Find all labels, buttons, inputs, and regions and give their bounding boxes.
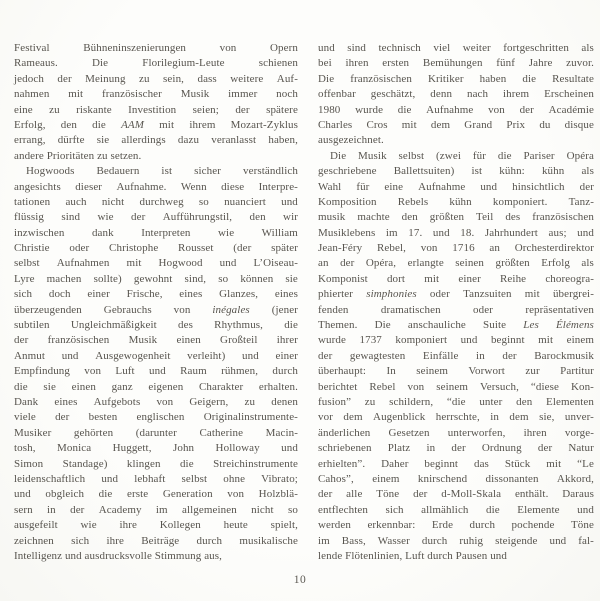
text-line: Empfindung von Luft und Raum rühmen, durch (14, 365, 298, 378)
text-line: zeichnen sich ihre Beiträge durch musikalische (14, 534, 298, 547)
text-line: eine zu riskante Investition seien; der spätere (14, 103, 298, 116)
text-line: sern in der Academy im allgemeinen nicht so (14, 503, 298, 516)
text-line: flüssig sind wie der Aufführungstil, den wir (14, 211, 298, 224)
text-line: inzwischen dank Interpreten wie William (14, 226, 298, 239)
text-line: Intelligenz und ausdrucksvolle Stimmung aus, (14, 549, 223, 562)
text-line: 1980 wurde die Aufnahme von der Académie (318, 103, 594, 116)
text-line: ausgezeichnet. (318, 134, 384, 147)
text-line: der alle Töne der d-Moll-Skala enthält. Daraus (318, 488, 594, 501)
text-line: Hogwoods Bedauern ist sicher verständlich (26, 165, 298, 178)
text-line: tationen auch nicht durchweg so nuanciert und (14, 195, 298, 208)
text-line: fenden dramatischen oder repräsentativen (318, 303, 594, 316)
text-line: nahmen mit französischer Musik immer noch (14, 88, 298, 101)
text-line: errang, dürfte sie allerdings dazu veranlasst haben, (14, 134, 298, 147)
text-line: änderlichen Gesetzen unterworfen, ihren vorge- (318, 426, 594, 439)
text-line: subtilen Ungleichmäßigkeit des Rhythmus, die (14, 319, 298, 332)
text-line: Lyre machen sollte) gewohnt sind, so können sie (14, 272, 298, 285)
text-line: sich doch einer Frische, eines Glanzes, eines (14, 288, 298, 301)
text-line: Christie oder Christophe Rousset (der später (14, 242, 298, 255)
text-line: viele der besten englischen Originalinstrumente- (14, 411, 298, 424)
text-line: die sie einen ganz eigenen Charakter erhalten. (14, 380, 298, 393)
text-line: ausgefeilt wie ihre Kollegen heute spielt, (14, 519, 298, 532)
text-line: Themen. Die anschauliche Suite Les Élémens (318, 319, 594, 332)
text-line: und sind technisch viel weiter fortgeschritten als (318, 42, 594, 54)
text-line: angesichts dieser Aufnahme. Wenn diese Interpre- (14, 180, 298, 193)
text-line: leidenschaftlich und lebhaft selbst ohne Vibrato; (14, 472, 298, 485)
text-line: Wahl für eine Aufnahme und hinsichtlich der (318, 180, 594, 193)
text-line: Die französischen Kritiker haben die Resultate (318, 72, 594, 85)
text-line: fusion” zu schildern, “die unter den Elementen (318, 395, 594, 408)
text-line: entflechten sich allmählich die Elemente und (318, 503, 594, 516)
text-line: andere Prioritäten zu setzen. (14, 149, 142, 162)
text-line: Die Musik selbst (zwei für die Pariser Opéra (330, 149, 594, 162)
text-line: Musiklebens im 17. und 18. Jahrhundert aus; und (318, 226, 594, 239)
left-column (14, 42, 298, 565)
text-line: lende Flötenlinien, Luft durch Pausen und (318, 549, 507, 562)
text-line: an der Opéra, erlangte seinen größten Erfolg als (318, 257, 594, 270)
text-line: Simon Standage) klingen die Streichinstrumente (14, 457, 298, 470)
text-line: wurde 1737 komponiert und beginnt mit einem (318, 334, 594, 347)
text-line: im Bass, Wasser durch ruhig steigende und fal- (318, 534, 594, 547)
text-line: Musiker gehörten (darunter Catherine Macin- (14, 426, 298, 439)
text-line: phierter simphonies oder Tanzsuiten mit übergrei- (318, 288, 594, 301)
text-line: Komposition Rebels kühn komponiert. Tanz- (318, 195, 594, 208)
text-line: berichtet Rebel von seinem Versuch, “diese Kon- (318, 380, 594, 393)
page-number: 10 (293, 574, 307, 586)
text-line: Jean-Féry Rebel, von 1716 an Orchesterdirektor (318, 242, 594, 255)
text-line: vor dem Augenblick herrschte, in dem sie, unver- (318, 411, 594, 424)
text-line: jedoch der Meinung zu sein, dass weitere Auf- (14, 72, 298, 85)
text-line: geschriebene Ballettsuiten) ist kühn: kühn als (318, 165, 594, 178)
text-line: schriebenen Platz in der Ordnung der Natur (318, 442, 594, 455)
text-line: Charles Cros mit dem Grand Prix du disque (318, 118, 594, 131)
text-line: tosh, Monica Huggett, John Holloway und (14, 442, 298, 455)
right-column (318, 42, 594, 565)
text-line: Cahos”, einem knirschend dissonanten Akkord, (318, 472, 594, 485)
text-line: der französischen Musik einen Großteil ihrer (14, 334, 298, 347)
text-line: offenbar geschätzt, denn nach ihrem Erscheinen (318, 88, 594, 101)
text-line: erhielten”. Daher beginnt das Stück mit “Le (318, 457, 594, 470)
text-line: Erfolg, den die AAM mit ihrem Mozart-Zyklus (14, 118, 298, 131)
text-line: Dank eines Aufgebots von Geigern, zu denen (14, 395, 298, 408)
text-line: Rameaus. Die Florilegium-Leute schienen (14, 57, 298, 70)
text-line: Festival Bühneninszenierungen von Opern (14, 42, 298, 54)
text-line: der gewagtesten Einfälle in der Barockmusik (318, 349, 594, 362)
text-line: musik machte den größten Teil des französischen (318, 211, 594, 224)
text-line: und obgleich die erste Generation von Holzblä- (14, 488, 298, 501)
text-line: selbst Aufnahmen mit Hogwood und L’Oiseau- (14, 257, 298, 270)
text-line: überhaupt: In seinem Vorwort zur Partitur (318, 365, 594, 378)
text-line: Anmut und Ausgewogenheit verleiht) und einer (14, 349, 298, 362)
text-line: bei ihren ersten Bemühungen fünf Jahre zuvor. (318, 57, 594, 70)
text-line: Komponist dort mit einer Reihe choreogra- (318, 272, 594, 285)
text-line: werden erkennbar: Erde durch pochende Töne (318, 519, 594, 532)
text-line: überzeugenden Gebrauchs von inégales (jener (14, 303, 298, 316)
